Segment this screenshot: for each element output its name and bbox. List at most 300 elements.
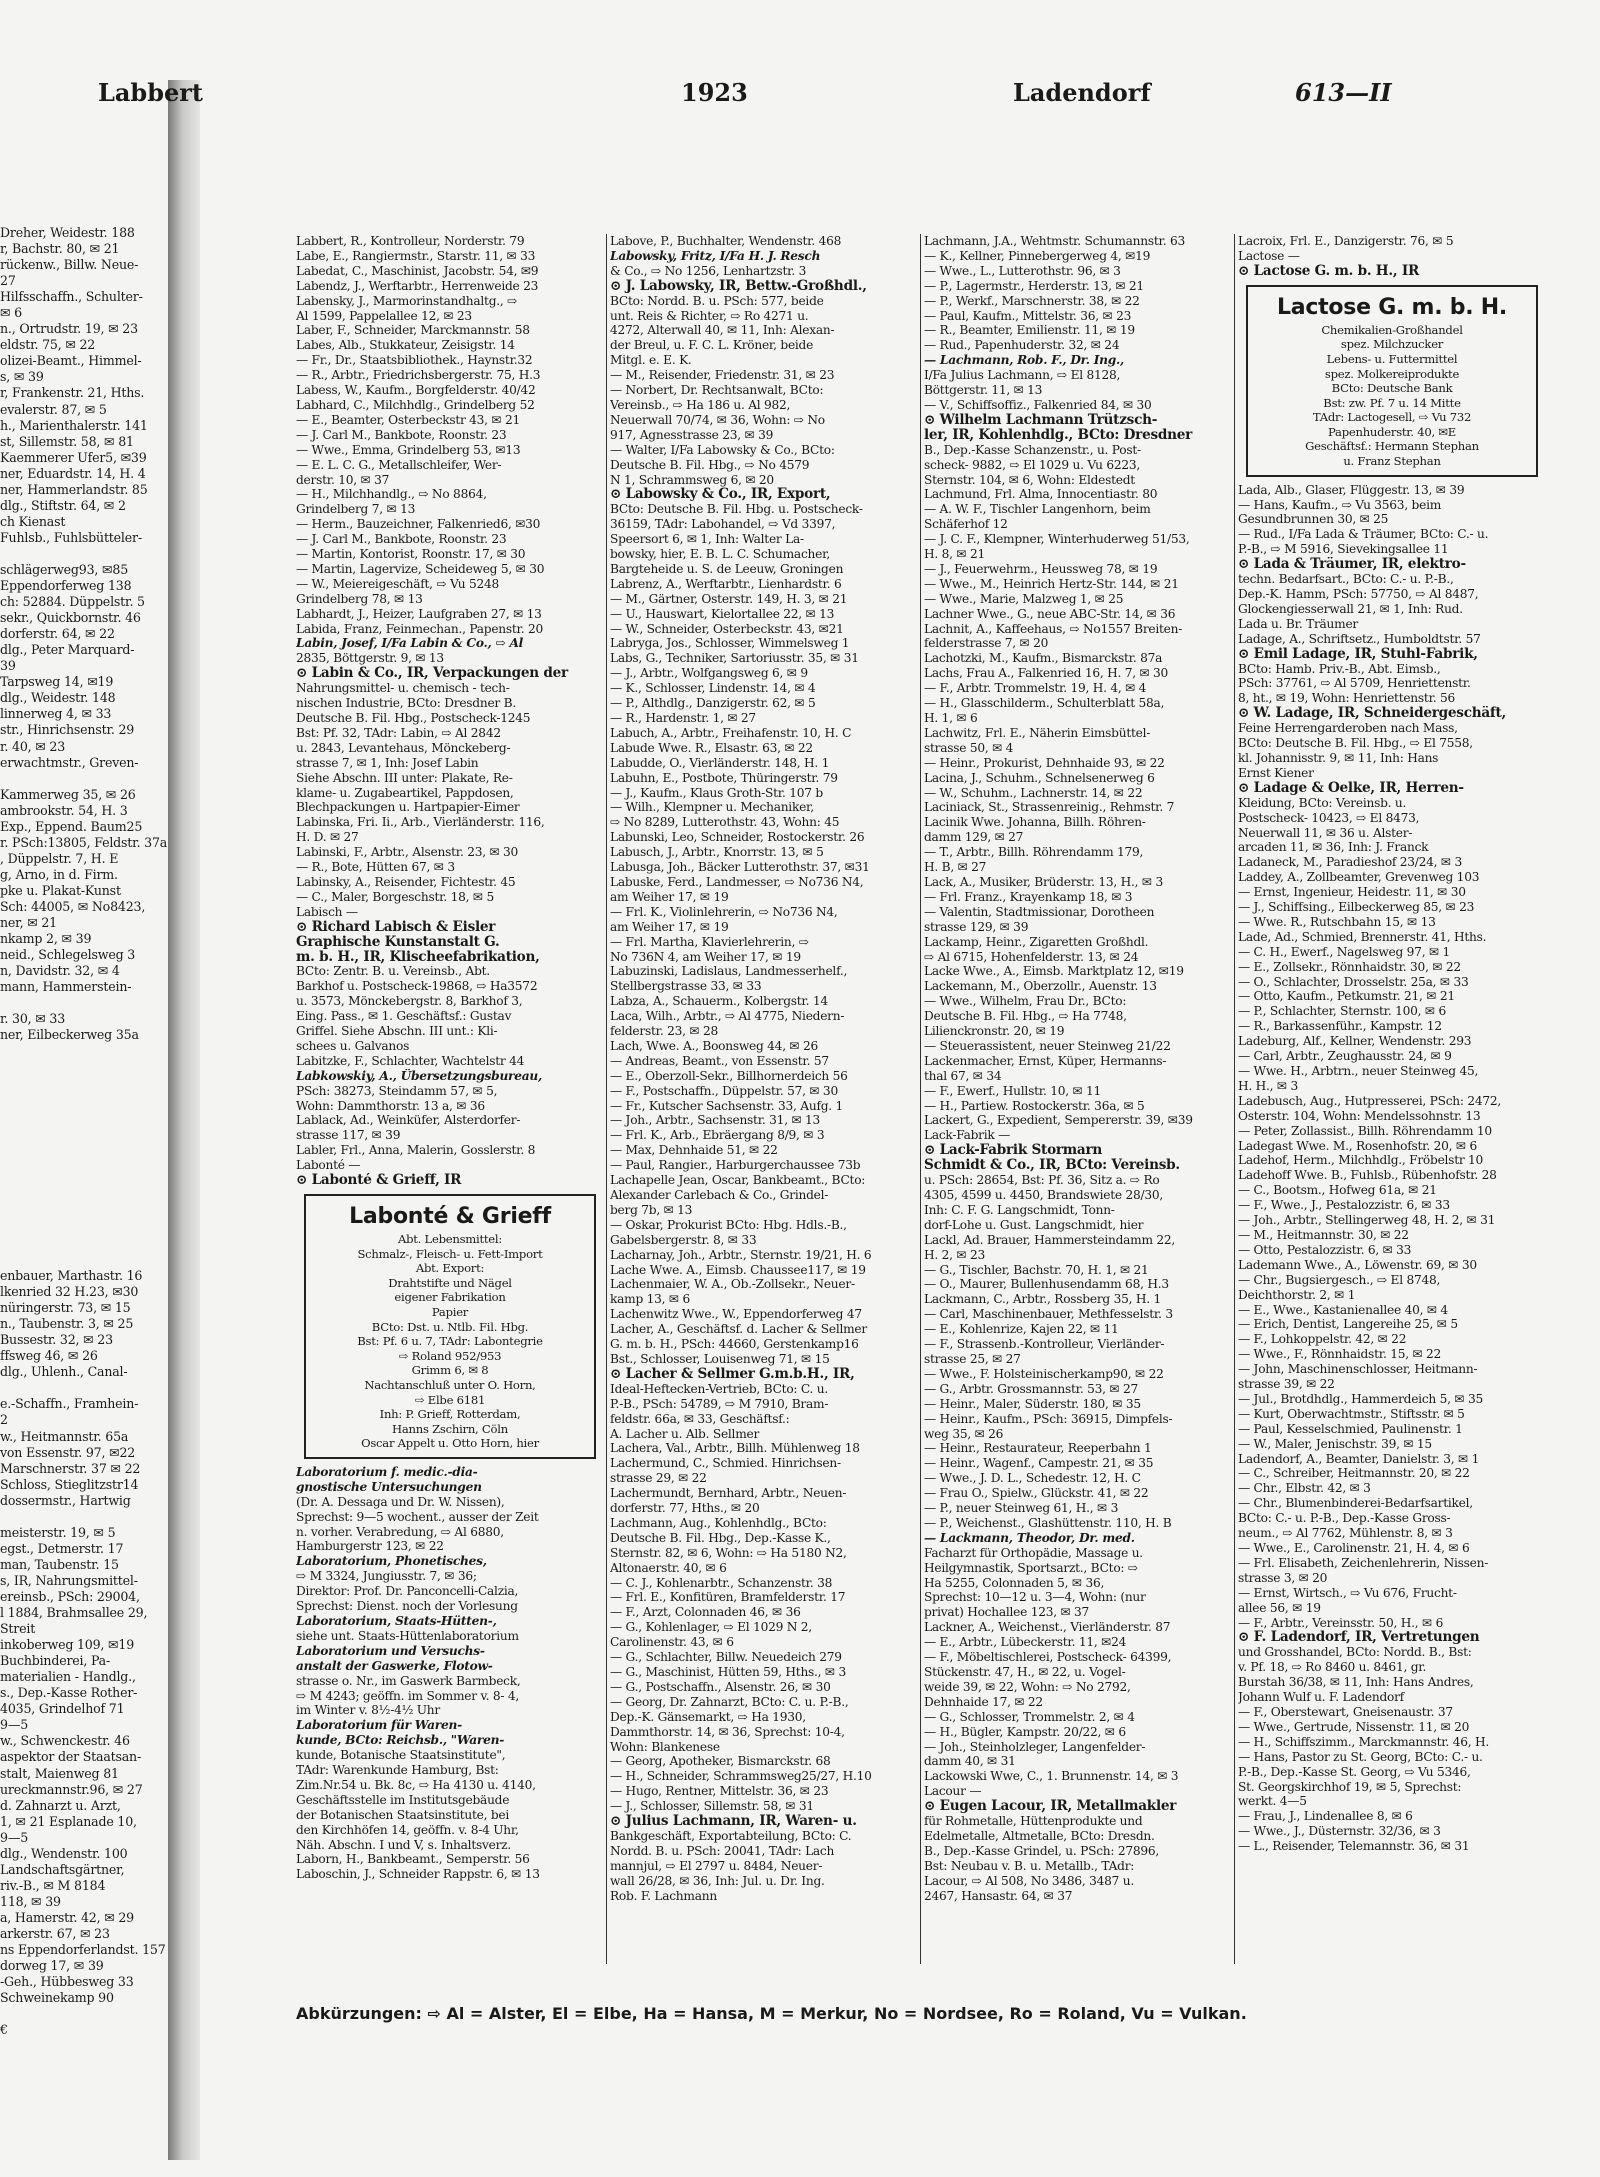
directory-entry: BCto: C.- u. P.-B., Dep.-Kasse Gross- xyxy=(1238,1511,1451,1526)
directory-entry: Deichthorstr. 2, ✉ 1 xyxy=(1238,1287,1356,1302)
directory-entry: Schäferhof 12 xyxy=(924,517,1008,532)
directory-entry: Lademann Wwe., A., Löwenstr. 69, ✉ 30 xyxy=(1238,1257,1477,1272)
advertisement-line: Grimm 6, ✉ 8 xyxy=(411,1363,489,1378)
directory-entry: Lackert, G., Expedient, Sempererstr. 39, ✉39 xyxy=(924,1113,1193,1128)
directory-entry: Labudde, O., Vierländerstr. 148, H. 1 xyxy=(610,755,830,770)
directory-entry: — Heinr., Restaurateur, Reeperbahn 1 xyxy=(924,1441,1152,1456)
directory-entry: ⊙ Labonté & Grieff, IR xyxy=(296,1173,462,1188)
advertisement-line: Schmalz-, Fleisch- u. Fett-Import xyxy=(357,1246,543,1261)
directory-entry: ⊙ Ladage & Oelke, IR, Herren- xyxy=(1238,780,1464,796)
facing-page-line: ner, Eduardstr. 14, H. 4 xyxy=(0,465,146,481)
directory-entry: Wohn: Dammthorstr. 13 a, ✉ 36 xyxy=(296,1098,485,1113)
directory-entry: — F., Oberstewart, Gneisenaustr. 37 xyxy=(1238,1704,1453,1719)
directory-entry: am Weiher 17, ✉ 19 xyxy=(610,889,729,904)
directory-entry: B., Dep.-Kasse Schanzenstr., u. Post- xyxy=(924,442,1141,457)
directory-entry: N 1, Schrammsweg 6, ✉ 20 xyxy=(610,472,774,487)
facing-page-line: r. 40, ✉ 23 xyxy=(0,738,66,754)
directory-entry: berg 7b, ✉ 13 xyxy=(610,1202,693,1217)
directory-entry: Dammthorstr. 14, ✉ 36, Sprechst: 10-4, xyxy=(610,1724,845,1739)
directory-entry: Laborn, H., Bankbeamt., Semperstr. 56 xyxy=(296,1852,530,1867)
facing-page-line: von Essenstr. 97, ✉22 xyxy=(0,1444,136,1460)
directory-entry: — E., Kohlenrize, Kajen 22, ✉ 11 xyxy=(924,1322,1119,1337)
directory-entry: ⇨ M 4243; geöffn. im Sommer v. 8- 4, xyxy=(296,1688,520,1703)
directory-entry: Labs, G., Techniker, Sartoriusstr. 35, ✉ 31 xyxy=(610,651,859,666)
directory-entry: ⊙ Labin & Co., IR, Verpackungen der xyxy=(296,666,568,682)
advertisement-line: Oscar Appelt u. Otto Horn, hier xyxy=(361,1436,539,1451)
directory-entry: Labusga, Joh., Bäcker Lutterothstr. 37, ✉31 xyxy=(610,860,870,875)
directory-entry: — Paul, Kaufm., Mittelstr. 36, ✉ 23 xyxy=(924,308,1132,323)
directory-entry: — Hans, Pastor zu St. Georg, BCto: C.- u. xyxy=(1238,1749,1483,1764)
directory-entry: — Otto, Pestalozzistr. 6, ✉ 33 xyxy=(1238,1242,1412,1257)
directory-entry: kunde, Botanische Staatsinstitute", xyxy=(296,1748,506,1763)
directory-entry: Lacina, J., Schuhm., Schnelsenerweg 6 xyxy=(924,770,1155,785)
directory-entry: ler, IR, Kohlenhdlg., BCto: Dresdner xyxy=(924,427,1193,443)
directory-entry: — John, Maschinenschlosser, Heitmann- xyxy=(1238,1362,1478,1377)
directory-entry: Lachwitz, Frl. E., Näherin Eimsbüttel- xyxy=(924,725,1151,740)
directory-entry: Deutsche B. Fil. Hbg., ⇨ No 4579 xyxy=(610,457,810,472)
facing-page-line xyxy=(0,546,168,562)
directory-entry: Labowsky, Fritz, I/Fa H. J. Resch xyxy=(610,248,821,263)
advertisement-line: BCto: Dst. u. Ntlb. Fil. Hbg. xyxy=(371,1319,529,1334)
directory-entry: — T., Arbtr., Billh. Röhrendamm 179, xyxy=(924,845,1144,860)
directory-entry: Lachotzki, M., Kaufm., Bismarckstr. 87a xyxy=(924,651,1163,666)
directory-entry: P.-B., ⇨ M 5916, Sievekingsallee 11 xyxy=(1238,542,1449,557)
directory-entry: — Wwe., J. D. L., Schedestr. 12, H. C xyxy=(924,1471,1141,1486)
directory-entry: Laboratorium für Waren- xyxy=(296,1718,462,1733)
directory-entry: — Wwe., L., Lutterothstr. 96, ✉ 3 xyxy=(924,263,1121,278)
directory-entry: techn. Bedarfsart., BCto: C.- u. P.-B., xyxy=(1238,572,1454,587)
directory-entry: Sprechst: 9—5 wochent., ausser der Zeit xyxy=(296,1509,539,1524)
directory-entry: Lack-Fabrik — xyxy=(924,1128,1011,1143)
directory-entry: Inh: C. F. G. Langschmidt, Tonn- xyxy=(924,1202,1115,1217)
directory-entry: Gesundbrunnen 30, ✉ 25 xyxy=(1238,512,1389,527)
directory-entry: privat) Hochallee 123, ✉ 37 xyxy=(924,1605,1090,1620)
directory-entry: — E., Arbtr., Lübeckerstr. 11, ✉24 xyxy=(924,1635,1127,1650)
directory-columns xyxy=(296,234,1546,1974)
directory-entry: Labunski, Leo, Schneider, Rostockerstr. 26 xyxy=(610,830,865,845)
directory-entry: Graphische Kunstanstalt G. xyxy=(296,934,500,950)
facing-page-line xyxy=(0,1140,168,1156)
directory-entry: BCto: Nordd. B. u. PSch: 577, beide xyxy=(610,293,824,308)
facing-page-line: Kammerweg 35, ✉ 26 xyxy=(0,786,136,802)
facing-page-line: dorferstr. 64, ✉ 22 xyxy=(0,626,115,642)
facing-page-line: eldstr. 75, ✉ 22 xyxy=(0,337,96,353)
directory-entry: Labza, A., Schauerm., Kolbergstr. 14 xyxy=(610,994,828,1009)
directory-entry: — P., Lagermstr., Herderstr. 13, ✉ 21 xyxy=(924,278,1144,293)
directory-entry: Lachner Wwe., G., neue ABC-Str. 14, ✉ 36 xyxy=(924,606,1176,621)
directory-entry: Labess, W., Kaufm., Borgfelderstr. 40/42 xyxy=(296,383,536,398)
directory-entry: strasse o. Nr., im Gaswerk Barmbeck, xyxy=(296,1673,521,1688)
directory-entry: — Max, Dehnhaide 51, ✉ 22 xyxy=(610,1143,778,1158)
directory-entry: schees u. Galvanos xyxy=(296,1038,410,1053)
directory-entry: — W., Schuhm., Lachnerstr. 14, ✉ 22 xyxy=(924,785,1143,800)
directory-entry: Labuch, A., Arbtr., Freihafenstr. 10, H. C xyxy=(610,725,852,740)
facing-page-line: r. PSch:13805, Feldstr. 37a xyxy=(0,834,168,850)
directory-entry: anstalt der Gaswerke, Flotow- xyxy=(296,1658,493,1673)
directory-entry: — Peter, Zollassist., Billh. Röhrendamm 10 xyxy=(1238,1123,1492,1138)
directory-entry: BCto: Hamb. Priv.-B., Abt. Eimsb., xyxy=(1238,661,1441,676)
directory-entry: — Fr., Dr., Staatsbibliothek., Haynstr.32 xyxy=(296,353,533,368)
directory-entry: Lack, A., Musiker, Brüderstr. 13, H., ✉ 3 xyxy=(924,874,1164,889)
directory-entry: — Martin, Lagervize, Scheideweg 5, ✉ 30 xyxy=(296,561,545,576)
directory-entry: — J. C. F., Klempner, Winterhuderweg 51/53, xyxy=(924,532,1190,547)
directory-entry: Deutsche B. Fil. Hbg., Postscheck-1245 xyxy=(296,711,531,725)
directory-entry: Al 1599, Pappelallee 12, ✉ 23 xyxy=(296,308,472,323)
facing-page-line: ch: 52884. Düppelstr. 5 xyxy=(0,594,145,610)
facing-page-line: sekr., Quickbornstr. 46 xyxy=(0,610,141,626)
directory-entry: — Fr., Kutscher Sachsenstr. 33, Aufg. 1 xyxy=(610,1098,844,1113)
directory-entry: — Frl. Franz., Krayenkamp 18, ✉ 3 xyxy=(924,889,1133,904)
directory-entry: Lachmann, Aug., Kohlenhdlg., BCto: xyxy=(610,1515,827,1530)
directory-entry: — Wwe., M., Heinrich Hertz-Str. 144, ✉ 21 xyxy=(924,576,1179,591)
directory-entry: gnostische Untersuchungen xyxy=(296,1479,482,1494)
facing-page-line: dlg., Peter Marquard- xyxy=(0,642,135,658)
directory-entry: Barkhof u. Postscheck-19868, ⇨ Ha3572 xyxy=(296,979,538,994)
directory-entry: Neuerwall 70/74, ✉ 36, Wohn: ⇨ No xyxy=(610,412,825,427)
directory-entry: Ladehof, Herm., Milchhdlg., Fröbelstr 10 xyxy=(1238,1153,1484,1168)
directory-entry: dorferstr. 77, Hths., ✉ 20 xyxy=(610,1501,760,1516)
facing-page-line: neid., Schlegelsweg 3 xyxy=(0,947,136,963)
directory-entry: (Dr. A. Dessaga und Dr. W. Nissen), xyxy=(296,1494,505,1509)
directory-entry: Laboratorium, Phonetisches, xyxy=(296,1554,487,1569)
directory-entry: — C., Bootsm., Hofweg 61a, ✉ 21 xyxy=(1238,1183,1437,1198)
directory-entry: Neuerwall 11, ✉ 36 u. Alster- xyxy=(1238,825,1413,840)
directory-entry: — Steuerassistent, neuer Steinweg 21/22 xyxy=(924,1038,1171,1053)
directory-entry: ⊙ Lada & Träumer, IR, elektro- xyxy=(1238,557,1466,573)
directory-entry: ⊙ Richard Labisch & Eisler xyxy=(296,919,496,935)
directory-entry: Labler, Frl., Anna, Malerin, Gosslerstr. 8 xyxy=(296,1143,536,1158)
directory-entry: H. 1, ✉ 6 xyxy=(924,711,978,725)
directory-entry: — F., Lohkoppelstr. 42, ✉ 22 xyxy=(1238,1332,1407,1347)
directory-entry: u. PSch: 28654, Bst: Pf. 36, Sitz a. ⇨ Ro xyxy=(924,1173,1160,1188)
directory-entry: — K., Schlosser, Lindenstr. 14, ✉ 4 xyxy=(610,681,816,696)
directory-entry: werkt. 4—5 xyxy=(1238,1794,1307,1809)
directory-entry: — Frau, J., Lindenallee 8, ✉ 6 xyxy=(1238,1809,1413,1824)
directory-entry: Labe, E., Rangiermstr., Starstr. 11, ✉ 33 xyxy=(296,248,536,263)
directory-entry: klame- u. Zugabeartikel, Pappdosen, xyxy=(296,785,514,800)
directory-entry: — F., Ewerf., Hullstr. 10, ✉ 11 xyxy=(924,1083,1102,1098)
directory-entry: Deutsche B. Fil. Hbg., Dep.-Kasse K., xyxy=(610,1530,831,1545)
directory-entry: — Wwe., Wilhelm, Frau Dr., BCto: xyxy=(924,994,1127,1009)
facing-page-line: riv.-B., ✉ M 8184 xyxy=(0,1877,106,1893)
directory-entry: 36159, TAdr: Labohandel, ⇨ Vd 3397, xyxy=(610,517,836,532)
directory-entry: — Joh., Steinholzleger, Langenfelder- xyxy=(924,1739,1146,1754)
column-1 xyxy=(296,234,604,1974)
directory-entry: — Walter, I/Fa Labowsky & Co., BCto: xyxy=(610,442,835,457)
directory-entry: — H., Bügler, Kampstr. 20/22, ✉ 6 xyxy=(924,1724,1126,1739)
directory-entry: Burstah 36/38, ✉ 11, Inh: Hans Andres, xyxy=(1238,1675,1474,1690)
directory-entry: ⇨ No 8289, Lutterothstr. 43, Wohn: 45 xyxy=(610,815,840,830)
directory-entry: Lada u. Br. Träumer xyxy=(1238,616,1359,631)
directory-entry: — Georg, Dr. Zahnarzt, BCto: C. u. P.-B., xyxy=(610,1694,849,1709)
directory-entry: Lilienckronstr. 20, ✉ 19 xyxy=(924,1024,1065,1039)
directory-entry: — Frl. K., Violinlehrerin, ⇨ No736 N4, xyxy=(610,904,838,919)
directory-entry: — H., Glasschilderm., Schulterblatt 58a, xyxy=(924,696,1165,711)
directory-entry: unt. Reis & Richter, ⇨ Ro 4271 u. xyxy=(610,308,809,323)
directory-entry: — Erich, Dentist, Langereihe 25, ✉ 5 xyxy=(1238,1317,1458,1332)
directory-entry: & Co., ⇨ No 1256, Lenhartzstr. 3 xyxy=(610,263,807,278)
directory-entry: Labonté — xyxy=(296,1158,361,1173)
facing-page-line: s, ✉ 39 xyxy=(0,369,44,385)
advertisement-line: Abt. Lebensmittel: xyxy=(397,1232,503,1246)
facing-page-line: stalt, Maienweg 81 xyxy=(0,1765,119,1781)
directory-entry: Laboratorium f. medic.-dia- xyxy=(296,1464,478,1479)
facing-page-line: dlg., Stiftstr. 64, ✉ 2 xyxy=(0,497,126,513)
facing-page-strip xyxy=(0,225,168,2115)
facing-page-line xyxy=(0,1059,168,1075)
directory-entry: für Rohmetalle, Hüttenprodukte und xyxy=(924,1814,1143,1829)
directory-entry: — Wwe. H., Arbtrn., neuer Steinweg 45, xyxy=(1238,1064,1479,1078)
directory-entry: Laber, F., Schneider, Marckmannstr. 58 xyxy=(296,323,530,338)
directory-entry: strasse 3, ✉ 20 xyxy=(1238,1570,1328,1585)
advertisement-line: Nachtanschluß unter O. Horn, xyxy=(364,1377,536,1392)
directory-entry: Lackl, Ad. Brauer, Hammersteindamm 22, xyxy=(924,1232,1176,1247)
directory-entry: Lackner, A., Weichenst., Vierländerstr. 87 xyxy=(924,1620,1171,1635)
directory-entry: H. H., ✉ 3 xyxy=(1238,1078,1298,1093)
facing-page-line: erwachtmstr., Greven- xyxy=(0,754,139,770)
advertisement-line: eigener Fabrikation xyxy=(394,1290,506,1305)
facing-page-line xyxy=(0,1075,168,1091)
directory-entry: — Frl. K., Arb., Ebräergang 8/9, ✉ 3 xyxy=(610,1128,825,1143)
advertisement-title: Labonté & Grieff xyxy=(349,1204,551,1229)
facing-page-line: -Geh., Hübbesweg 33 xyxy=(0,1974,134,1990)
directory-entry: Deutsche B. Fil. Hbg., ⇨ Ha 7748, xyxy=(924,1009,1127,1024)
directory-entry: scheck- 9882, ⇨ El 1029 u. Vu 6223, xyxy=(924,457,1141,472)
directory-entry: — C., Maler, Borgeschstr. 18, ✉ 5 xyxy=(296,889,494,904)
directory-entry: ⊙ Labowsky & Co., IR, Export, xyxy=(610,487,831,503)
directory-entry: — J. Carl M., Bankbote, Roonstr. 23 xyxy=(296,532,507,547)
directory-entry: — P., Schlachter, Sternstr. 100, ✉ 6 xyxy=(1238,1004,1446,1019)
directory-entry: Laciniack, St., Strassenreinig., Rehmstr. 7 xyxy=(924,800,1175,815)
directory-entry: — F., Arzt, Colonnaden 46, ✉ 36 xyxy=(610,1605,801,1620)
directory-entry: strasse 7, ✉ 1, Inh: Josef Labin xyxy=(296,755,479,770)
directory-entry: Alexander Carlebach & Co., Grindel- xyxy=(610,1188,829,1202)
facing-page-line: 2 xyxy=(0,1412,8,1428)
advertisement-line: spez. Milchzucker xyxy=(1340,337,1444,352)
directory-entry: 2467, Hansastr. 64, ✉ 37 xyxy=(924,1888,1073,1903)
facing-page-line: rückenw., Billw. Neue- xyxy=(0,257,139,273)
column-3 xyxy=(924,234,1232,1974)
facing-page-line: n., Taubenstr. 3, ✉ 25 xyxy=(0,1316,134,1332)
facing-page-line: w., Schwenckestr. 46 xyxy=(0,1733,130,1749)
directory-entry: Sternstr. 104, ✉ 6, Wohn: Eldestedt xyxy=(924,472,1135,487)
directory-entry: Sprechst: Dienst. noch der Vorlesung xyxy=(296,1599,518,1614)
directory-entry: — Georg, Apotheker, Bismarckstr. 68 xyxy=(610,1754,831,1769)
directory-entry: — F., Postschaffn., Düppelstr. 57, ✉ 30 xyxy=(610,1083,838,1098)
directory-entry: und Grosshandel, BCto: Nordd. B., Bst: xyxy=(1238,1645,1472,1660)
directory-entry: damm 40, ✉ 31 xyxy=(924,1754,1016,1769)
facing-page-line xyxy=(0,1509,168,1525)
facing-page-line: g, Arno, in d. Firm. xyxy=(0,866,118,882)
facing-page-line: d. Zahnarzt u. Arzt, xyxy=(0,1797,121,1813)
directory-entry: Hamburgerstr 123, ✉ 22 xyxy=(296,1539,444,1554)
directory-entry: Labisch — xyxy=(296,904,358,919)
directory-entry: Lachenwitz Wwe., W., Eppendorferweg 47 xyxy=(610,1307,862,1322)
facing-page-line: a, Hamerstr. 42, ✉ 29 xyxy=(0,1909,134,1925)
directory-entry: kl. Johannisstr. 9, ✉ 11, Inh: Hans xyxy=(1238,750,1439,765)
facing-page-line: Fuhlsb., Fuhlsbütteler- xyxy=(0,529,142,545)
directory-entry: Labida, Franz, Feinmechan., Papenstr. 20 xyxy=(296,621,544,636)
directory-entry: ⊙ Lactose G. m. b. H., IR xyxy=(1238,263,1420,279)
facing-page-line: 118, ✉ 39 xyxy=(0,1893,61,1909)
directory-entry: Lacroix, Frl. E., Danzigerstr. 76, ✉ 5 xyxy=(1238,234,1454,248)
advertisement-title: Lactose G. m. b. H. xyxy=(1276,294,1507,320)
facing-page-line: l 1884, Brahmsallee 29, xyxy=(0,1605,148,1621)
directory-entry: Ladebusch, Aug., Hutpresserei, PSch: 2472, xyxy=(1238,1093,1501,1108)
directory-entry: — O., Schlachter, Drosselstr. 25a, ✉ 33 xyxy=(1238,974,1469,989)
directory-entry: — E., Oberzoll-Sekr., Billhornerdeich 56 xyxy=(610,1068,848,1083)
directory-entry: Sternstr. 82, ✉ 6, Wohn: ⇨ Ha 5180 N2, xyxy=(610,1545,847,1560)
directory-entry: arcaden 11, ✉ 36, Inh: J. Franck xyxy=(1238,840,1429,855)
directory-entry: derstr. 10, ✉ 37 xyxy=(296,472,390,487)
directory-entry: 8, ht., ✉ 19, Wohn: Henriettenstr. 56 xyxy=(1238,691,1456,706)
facing-page-line: dlg., Wendenstr. 100 xyxy=(0,1845,128,1861)
directory-entry: 4272, Alterwall 40, ✉ 11, Inh: Alexan- xyxy=(610,323,835,338)
facing-page-line: Kaemmerer Ufer5, ✉39 xyxy=(0,449,147,465)
directory-entry: Lackowski Wwe, C., 1. Brunnenstr. 14, ✉ 3 xyxy=(924,1769,1179,1784)
directory-entry: — Wwe., E., Carolinenstr. 21, H. 4, ✉ 6 xyxy=(1238,1541,1470,1555)
directory-entry: Lachs, Frau A., Falkenried 16, H. 7, ✉ 30 xyxy=(924,666,1169,681)
directory-entry: Labryga, Jos., Schlosser, Wimmelsweg 1 xyxy=(610,636,850,651)
directory-entry: Osterstr. 104, Wohn: Mendelssohnstr. 13 xyxy=(1238,1108,1481,1123)
facing-page-line: Buchbinderei, Pa- xyxy=(0,1653,111,1669)
directory-entry: Lada, Alb., Glaser, Flüggestr. 13, ✉ 39 xyxy=(1238,482,1465,497)
directory-entry: nischen Industrie, BCto: Dresdner B. xyxy=(296,696,516,711)
directory-entry: PSch: 37761, ⇨ Al 5709, Henriettenstr. xyxy=(1238,676,1471,691)
facing-page-line xyxy=(0,1156,168,1172)
advertisement-box xyxy=(1246,285,1538,477)
directory-entry: Lackemann, M., Oberzollr., Auenstr. 13 xyxy=(924,979,1157,994)
directory-entry: — M., Heitmannstr. 30, ✉ 22 xyxy=(1238,1227,1409,1242)
directory-entry: m. b. H., IR, Klischeefabrikation, xyxy=(296,949,540,965)
facing-page-line xyxy=(0,771,168,787)
directory-entry: — Chr., Blumenbinderei-Bedarfsartikel, xyxy=(1238,1496,1473,1511)
directory-entry: Laca, Wilh., Arbtr., ⇨ Al 4775, Niedern- xyxy=(610,1009,845,1024)
directory-entry: — Frl. E., Konfitüren, Bramfelderstr. 17 xyxy=(610,1590,846,1605)
directory-entry: — Wilh., Klempner u. Mechaniker, xyxy=(610,800,814,815)
directory-entry: Lachermundt, Bernhard, Arbtr., Neuen- xyxy=(610,1486,847,1501)
directory-entry: H. B, ✉ 27 xyxy=(924,860,987,875)
facing-page-line: ns Eppendorferlandst. 157 xyxy=(0,1942,166,1958)
advertisement-line: spez. Molkereiprodukte xyxy=(1324,366,1460,381)
directory-entry: allee 56, ✉ 19 xyxy=(1238,1600,1321,1615)
directory-entry: Gabelsbergerstr. 8, ✉ 33 xyxy=(610,1232,757,1247)
facing-page-line: aspektor der Staatsan- xyxy=(0,1749,142,1765)
facing-page-line: dlg., Weidestr. 148 xyxy=(0,690,116,706)
facing-page-line: 1, ✉ 21 Esplanade 10, xyxy=(0,1813,137,1829)
directory-entry: Bst: Neubau v. B. u. Metallb., TAdr: xyxy=(924,1858,1135,1873)
directory-entry: 4305, 4599 u. 4450, Brandswiete 28/30, xyxy=(924,1188,1163,1202)
directory-entry: ⇨ Al 6715, Hohenfelderstr. 13, ✉ 24 xyxy=(924,949,1139,964)
directory-entry: Stückenstr. 47, H., ✉ 22, u. Vogel- xyxy=(924,1665,1126,1679)
directory-entry: — F., Strassenb.-Kontrolleur, Vierländer- xyxy=(924,1337,1165,1352)
directory-entry: Carolinenstr. 43, ✉ 6 xyxy=(610,1635,734,1650)
facing-page-line: 39 xyxy=(0,658,16,674)
directory-entry: BCto: Deutsche B. Fil. Hbg. u. Postscheck- xyxy=(610,502,863,517)
facing-page-line xyxy=(0,2006,168,2022)
facing-page-line: Marschnerstr. 37 ✉ 22 xyxy=(0,1460,141,1476)
directory-entry: v. Pf. 18, ⇨ Ro 8460 u. 8461, gr. xyxy=(1238,1660,1427,1675)
directory-entry: Dep.-K. Hamm, PSch: 57750, ⇨ Al 8487, xyxy=(1238,587,1479,601)
directory-entry: Lach, Wwe. A., Boonsweg 44, ✉ 26 xyxy=(610,1038,819,1053)
facing-page-line xyxy=(0,1043,168,1059)
directory-entry: — Heinr., Maler, Süderstr. 180, ✉ 35 xyxy=(924,1396,1141,1411)
directory-entry: — K., Kellner, Pinnebergerweg 4, ✉19 xyxy=(924,248,1151,263)
directory-entry: — Paul, Kesselschmied, Paulinenstr. 1 xyxy=(1238,1421,1463,1436)
facing-page-line: pke u. Plakat-Kunst xyxy=(0,882,121,898)
facing-page-line: egst., Detmerstr. 17 xyxy=(0,1540,124,1556)
header-first-entry: Labbert xyxy=(98,78,203,107)
directory-entry: — Andreas, Beamt., von Essenstr. 57 xyxy=(610,1053,829,1068)
advertisement-line: Geschäftsf.: Hermann Stephan xyxy=(1305,439,1479,454)
directory-entry: Blechpackungen u. Hartpapier-Eimer xyxy=(296,800,520,815)
directory-entry: ⊙ Julius Lachmann, IR, Waren- u. xyxy=(610,1814,857,1829)
facing-page-line: 9—5 xyxy=(0,1829,29,1845)
directory-entry: Vereinsb., ⇨ Ha 186 u. Al 982, xyxy=(610,397,791,412)
directory-entry: Labhard, C., Milchhdlg., Grindelberg 52 xyxy=(296,397,535,412)
directory-entry: — J. Carl M., Bankbote, Roonstr. 23 xyxy=(296,427,507,442)
facing-page-line: Eppendorferweg 138 xyxy=(0,578,132,594)
directory-entry: Nordd. B. u. PSch: 20041, TAdr: Lach xyxy=(610,1843,835,1858)
directory-entry: — E., Wwe., Kastanienallee 40, ✉ 4 xyxy=(1238,1302,1448,1317)
directory-entry: Siehe Abschn. III unter: Plakate, Re- xyxy=(296,770,513,785)
directory-entry: kunde, BCto: Reichsb., "Waren- xyxy=(296,1733,505,1748)
directory-entry: — Wwe., F., Rönnhaidstr. 15, ✉ 22 xyxy=(1238,1347,1442,1362)
directory-entry: — Joh., Arbtr., Sachsenstr. 31, ✉ 13 xyxy=(610,1113,821,1128)
facing-page-line: dorweg 17, ✉ 39 xyxy=(0,1958,104,1974)
directory-entry: Ideal-Heftecken-Vertrieb, BCto: C. u. xyxy=(610,1381,829,1396)
directory-entry: Schmidt & Co., IR, BCto: Vereinsb. xyxy=(924,1158,1180,1174)
facing-page-line: Schloss, Stieglitzstr14 xyxy=(0,1476,139,1492)
facing-page-line: ner, ✉ 21 xyxy=(0,915,57,931)
directory-entry: ⊙ Wilhelm Lachmann Trützsch- xyxy=(924,412,1158,428)
directory-entry: — H., Schiffszimm., Marckmannstr. 46, H. xyxy=(1238,1734,1490,1749)
directory-entry: Grindelberg 7, ✉ 13 xyxy=(296,502,416,517)
directory-entry: — Norbert, Dr. Rechtsanwalt, BCto: xyxy=(610,383,824,398)
directory-entry: Ladegast Wwe. M., Rosenhofstr. 20, ✉ 6 xyxy=(1238,1138,1477,1153)
directory-entry: Labkowskiy, A., Übersetzungsbureau, xyxy=(296,1068,542,1083)
directory-entry: Ladaneck, M., Paradieshof 23/24, ✉ 3 xyxy=(1238,855,1463,870)
facing-page-line xyxy=(0,1124,168,1140)
facing-page-line: r. 30, ✉ 33 xyxy=(0,1011,66,1027)
directory-entry: Ladehoff Wwe. B., Fuhlsb., Rübenhofstr. 28 xyxy=(1238,1168,1497,1183)
facing-page-line xyxy=(0,1252,168,1268)
directory-entry: — Rud., Papenhuderstr. 32, ✉ 24 xyxy=(924,338,1120,353)
column-divider xyxy=(606,234,607,1964)
facing-page-line: Bussestr. 32, ✉ 23 xyxy=(0,1332,113,1348)
directory-entry: Grindelberg 78, ✉ 13 xyxy=(296,591,423,606)
directory-entry: Lachermund, C., Schmied. Hinrichsen- xyxy=(610,1456,841,1471)
directory-entry: — M., Reisender, Friedenstr. 31, ✉ 23 xyxy=(610,368,835,383)
directory-entry: — G., Maschinist, Hütten 59, Hths., ✉ 3 xyxy=(610,1665,847,1679)
directory-entry: G. m. b. H., PSch: 44660, Gerstenkamp16 xyxy=(610,1337,859,1352)
directory-entry: Lachmann, J.A., Wehtmstr. Schumannstr. 63 xyxy=(924,234,1186,248)
advertisement-line: Drahtstifte und Nägel xyxy=(388,1275,512,1290)
directory-entry: Labude Wwe. R., Elsastr. 63, ✉ 22 xyxy=(610,740,813,755)
directory-entry: Glockengiesserwall 21, ✉ 1, Inh: Rud. xyxy=(1238,601,1463,616)
advertisement-line: Papier xyxy=(431,1304,469,1319)
facing-page-line xyxy=(0,1380,168,1396)
directory-entry: ⊙ Lacher & Sellmer G.m.b.H., IR, xyxy=(610,1366,855,1382)
advertisement-line: Papenhuderstr. 40, ✉E xyxy=(1328,424,1456,439)
facing-page-line xyxy=(0,1108,168,1124)
directory-entry: Labusch, J., Arbtr., Knorrstr. 13, ✉ 5 xyxy=(610,845,824,860)
directory-entry: ⊙ Eugen Lacour, IR, Metallmakler xyxy=(924,1799,1177,1815)
directory-entry: bowsky, hier, E. B. L. C. Schumacher, xyxy=(610,547,830,562)
column-divider xyxy=(920,234,921,1964)
directory-entry: Lachenmaier, W. A., Ob.-Zollsekr., Neuer- xyxy=(610,1277,855,1292)
facing-page-line: arkerstr. 67, ✉ 23 xyxy=(0,1925,110,1941)
